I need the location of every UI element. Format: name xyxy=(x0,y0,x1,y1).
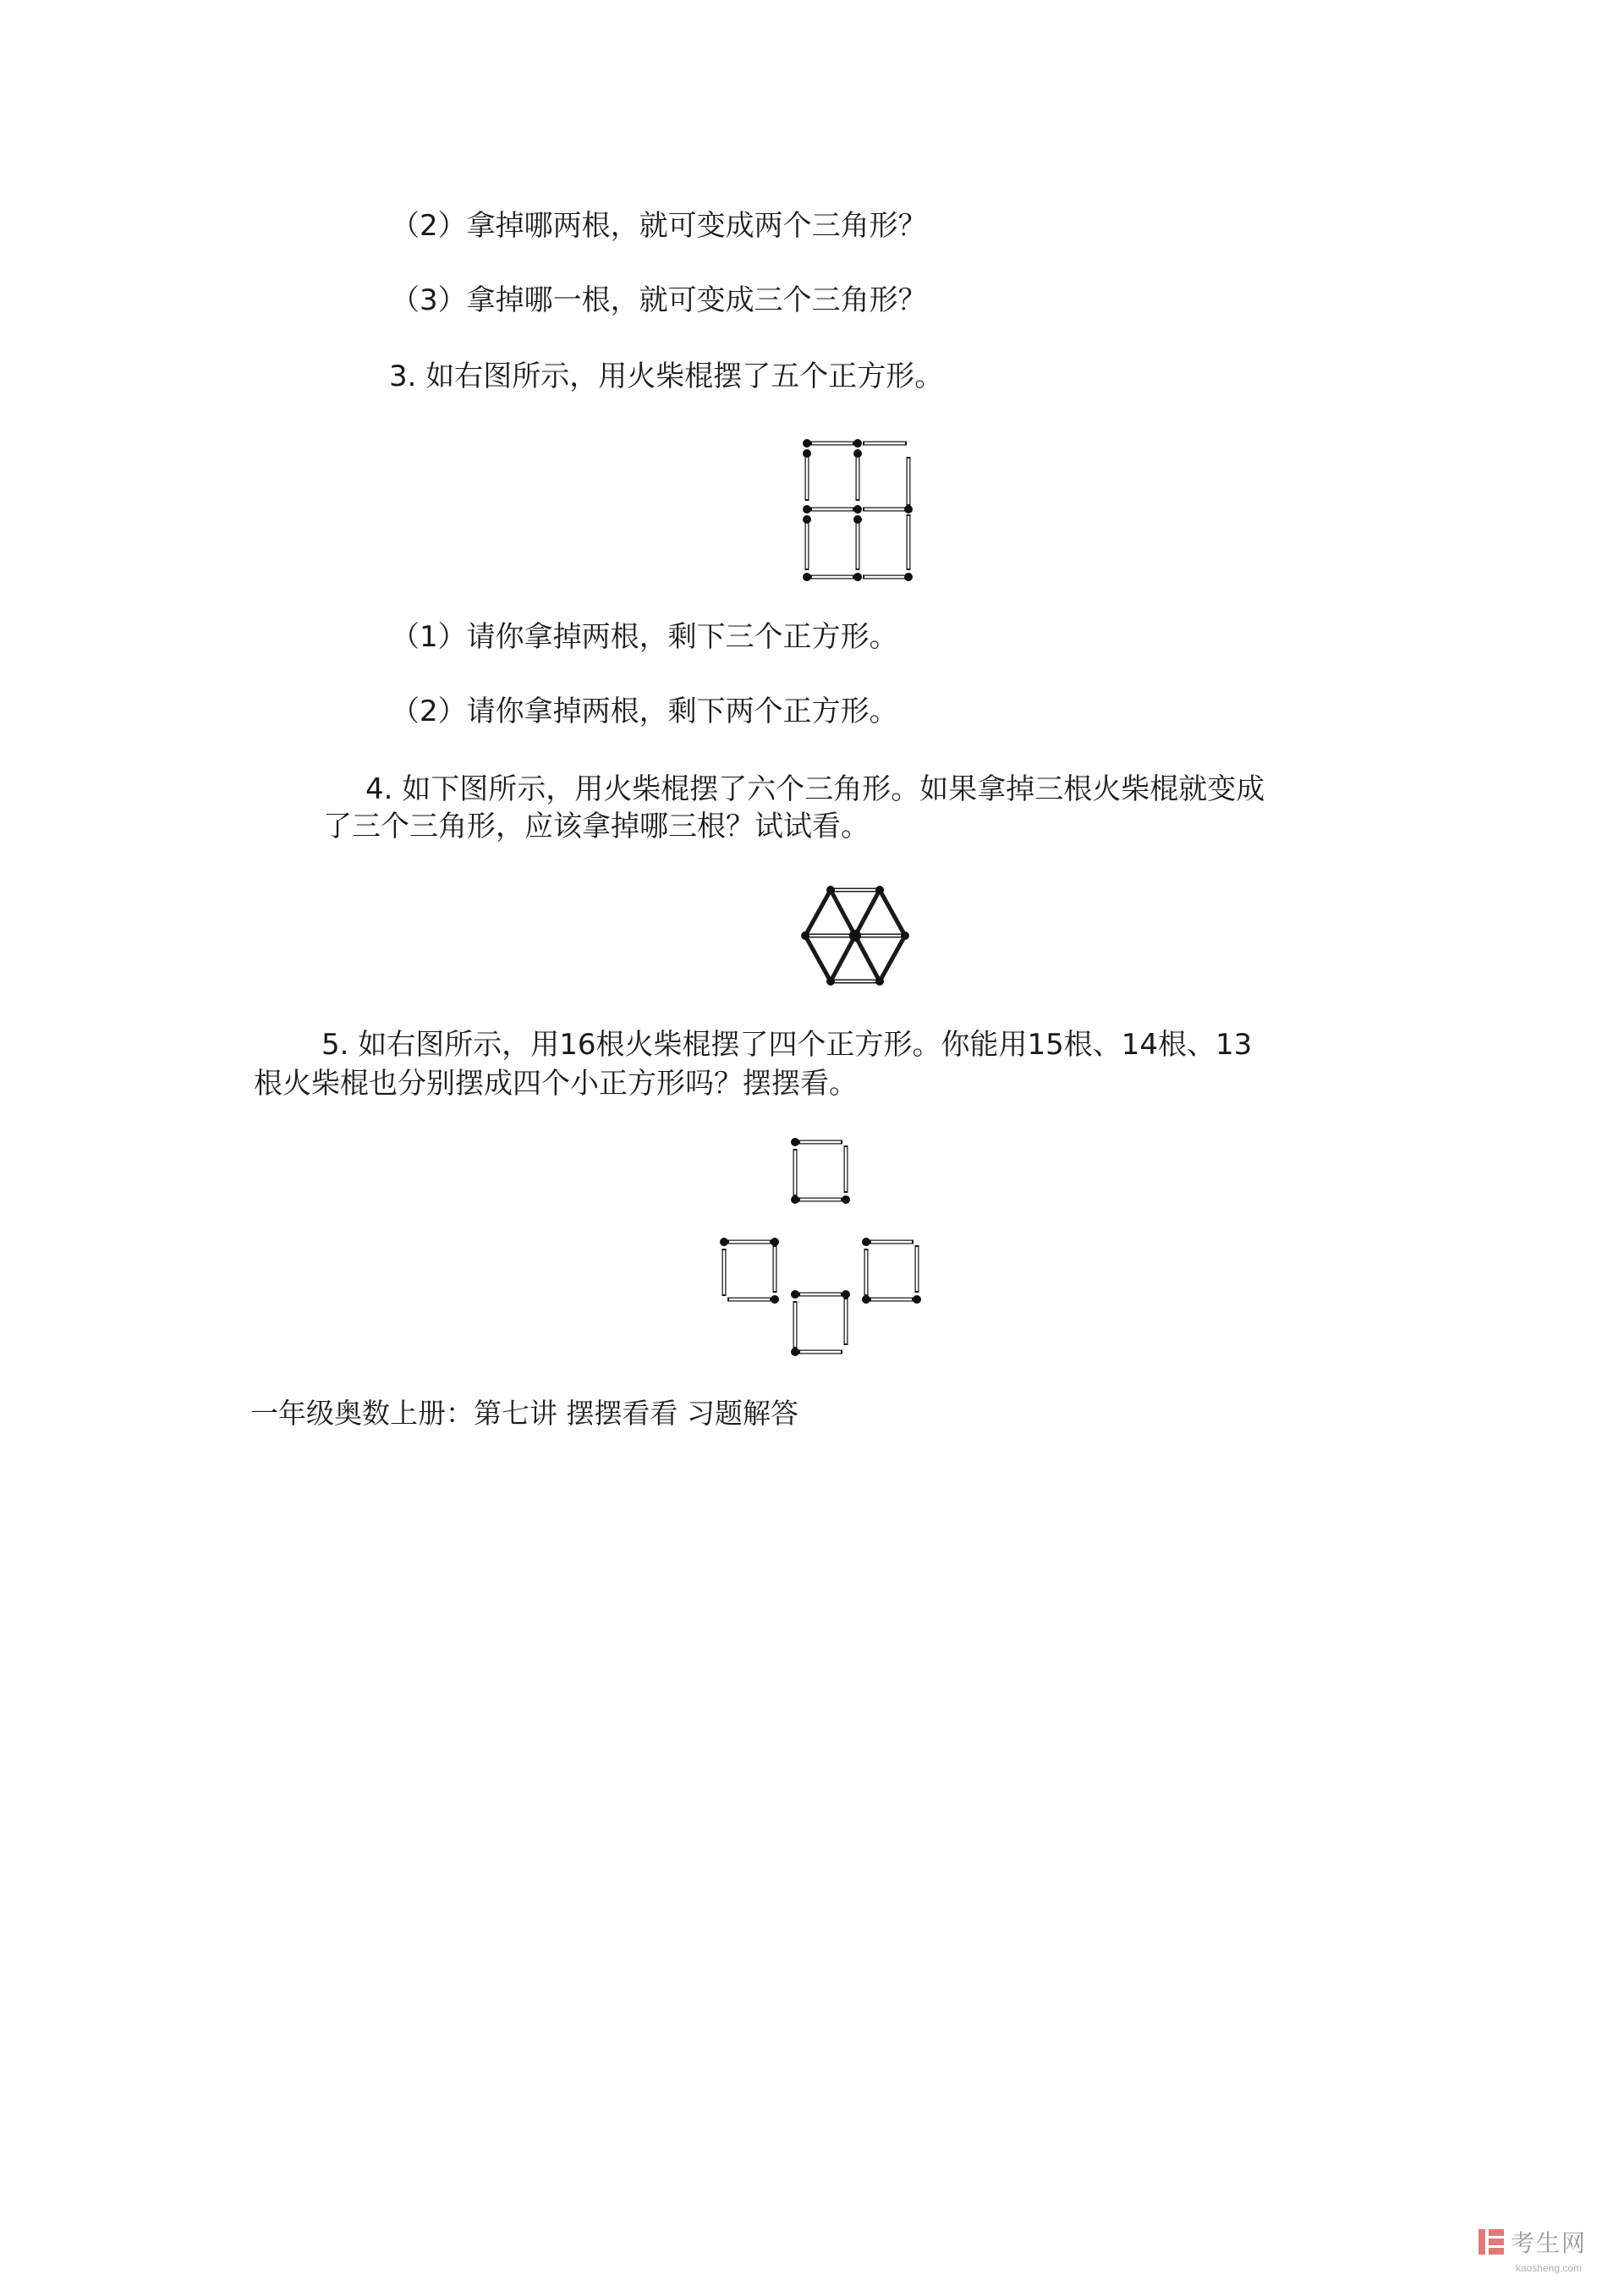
six-triangles-figure xyxy=(792,880,919,998)
question-3-part-1: （1）请你拿掉两根，剩下三个正方形。 xyxy=(391,620,898,654)
five-squares-figure xyxy=(787,433,922,585)
question-2-part-3: （3）拿掉哪一根，就可变成三个三角形？ xyxy=(391,283,927,317)
question-5-line-2: 根火柴棍也分别摆成四个小正方形吗？摆摆看。 xyxy=(254,1067,858,1101)
four-squares-figure xyxy=(709,1134,946,1362)
footer-title: 一年级奥数上册：第七讲 摆摆看看 习题解答 xyxy=(250,1397,798,1430)
question-3-part-2: （2）请你拿掉两根，剩下两个正方形。 xyxy=(391,695,898,728)
question-2-part-2: （2）拿掉哪两根，就可变成两个三角形？ xyxy=(391,209,927,243)
watermark-subtext: kaosheng.com xyxy=(1515,2262,1582,2274)
square-right xyxy=(862,1238,921,1304)
square-bottom xyxy=(791,1290,850,1356)
question-3-stem: 3. 如右图所示，用火柴棍摆了五个正方形。 xyxy=(389,360,944,393)
question-5-line-1: 5. 如右图所示，用16根火柴棍摆了四个正方形。你能用15根、14根、13 xyxy=(321,1028,1253,1062)
watermark xyxy=(1477,2225,1587,2259)
square-left xyxy=(720,1238,779,1304)
watermark-text: 考生网 xyxy=(1510,2229,1587,2257)
question-4-line-1: 4. 如下图所示，用火柴棍摆了六个三角形。如果拿掉三根火柴棍就变成 xyxy=(365,772,1265,806)
kaosheng-logo-icon xyxy=(1477,2227,1506,2256)
square-top xyxy=(791,1138,850,1204)
question-4-line-2: 了三个三角形，应该拿掉哪三根？试试看。 xyxy=(323,810,870,843)
